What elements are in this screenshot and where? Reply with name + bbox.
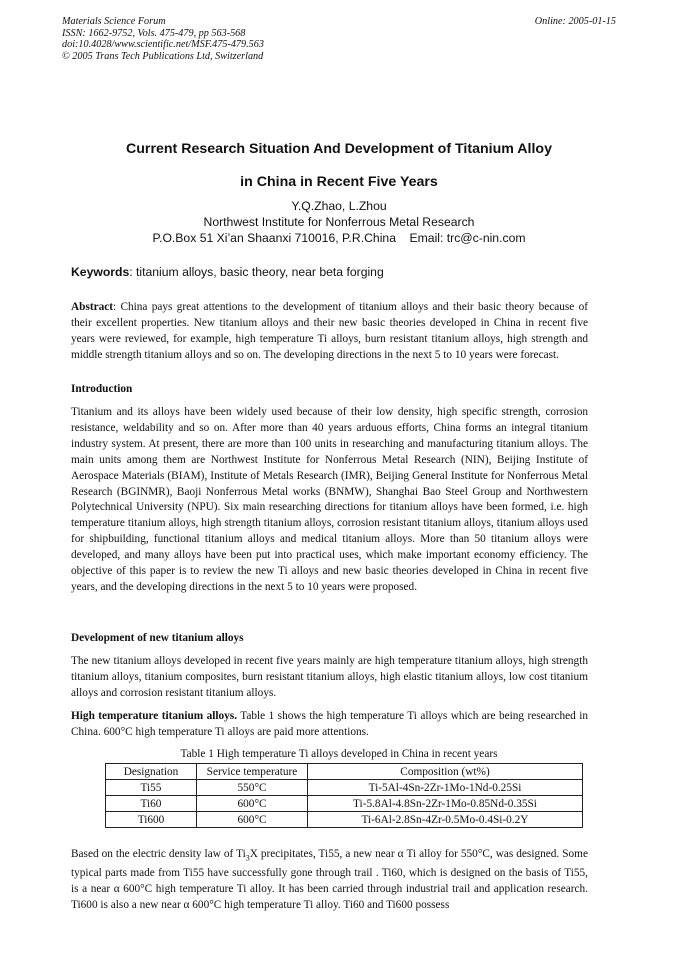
- table-caption: Table 1 High temperature Ti alloys developed in China in recent years: [180, 748, 498, 760]
- closing-paragraph: [71, 847, 588, 914]
- development-heading: Development of new titanium alloys: [71, 632, 244, 644]
- table-row: [106, 812, 583, 828]
- column-header: Service temperature: [197, 764, 308, 780]
- author-block: [0, 198, 678, 246]
- introduction-body: [71, 405, 588, 596]
- keywords-label: Keywords: [71, 265, 130, 279]
- closing-text-part-2: X precipitates, Ti55, a new near α Ti alloy for 550°C, was designed. Some typical parts made from Ti55 have successfully gone through trail . Ti60, which is designed on the basis of Ti55, is a near α 600°C high temperature Ti alloy. It has been carried through industrial trail and application research. Ti600 is also a new near α 600°C high temperature Ti alloy. Ti60 and Ti600 possess: [71, 848, 588, 911]
- table-cell: 600°C: [197, 812, 308, 828]
- introduction-text: Titanium and its alloys have been widely used because of their low density, high specific strength, corrosion resistance, weldability and so on. After more than 40 years arduous efforts, China forms an integral titanium industry system. At present, there are more than 100 units in researching and manufacturing titanium alloys. The main units among them are Northwest Institute for Nonferrous Metal Research (NIN), Beijing Institute of Aerospace Materials (BIAM), Institute of Metals Research (IMR), Beijing General Institute for Nonferrous Metal Research (BGINMR), Baoji Nonferrous Metal works (BNMW), Shanghai Bao Steel Group and Northwestern Polytechnical University (NPU). Six main researching directions for titanium alloys have been formed, i.e. high temperature titanium alloys, high strength titanium alloys, corrosion resistant titanium alloys, titanium alloys used for shipbuilding, functional titanium alloys and medical titanium alloys. More than 50 titanium alloys were developed, and many alloys have been put into practical uses, which make important economy efficiency. The objective of this paper is to review the new Ti alloys and new basic theories developed in China in recent five years, and the developing directions in the next 5 to 10 years were proposed.: [71, 406, 588, 593]
- table-cell: Ti600: [106, 812, 197, 828]
- keywords-text: : titanium alloys, basic theory, near beta forging: [129, 265, 384, 279]
- journal-header: [62, 16, 616, 62]
- table-cell: 550°C: [197, 780, 308, 796]
- column-header: Designation: [106, 764, 197, 780]
- table-cell: Ti55: [106, 780, 197, 796]
- table-row: [106, 780, 583, 796]
- development-body: [71, 654, 588, 702]
- copyright-line: © 2005 Trans Tech Publications Ltd, Switzerland: [62, 50, 264, 62]
- table-cell: 600°C: [197, 796, 308, 812]
- abstract: [71, 300, 588, 364]
- author-affiliation: Northwest Institute for Nonferrous Metal Research: [203, 215, 475, 229]
- high-temperature-paragraph: [71, 709, 588, 741]
- introduction-heading: Introduction: [71, 383, 133, 395]
- paper-title-line-2: in China in Recent Five Years: [240, 174, 438, 190]
- abstract-text: : China pays great attentions to the development of titanium alloys and their basic theory because of their excellent properties. New titanium alloys and their new basic theories developed in China in recent five years were reviewed, for example, high temperature Ti alloys, burn resistant titanium alloys, high strength and middle strength titanium alloys and so on. The developing directions in the next 5 to 10 years were forecast.: [71, 301, 588, 361]
- table-cell: Ti-5Al-4Sn-2Zr-1Mo-1Nd-0.25Si: [308, 780, 583, 796]
- alloy-table: [105, 763, 583, 828]
- subscript: 3: [245, 853, 250, 863]
- paper-title-line-1: Current Research Situation And Development of Titanium Alloy: [126, 141, 552, 157]
- journal-name: Materials Science Forum: [62, 16, 166, 27]
- table-header-row: [106, 764, 583, 780]
- keywords: [71, 265, 384, 279]
- table-row: [106, 796, 583, 812]
- author-address: P.O.Box 51 Xi’an Shaanxi 710016, P.R.China Email: trc@c-nin.com: [152, 231, 526, 245]
- high-temperature-text: Table 1 shows the high temperature Ti alloys which are being researched in China. 600°C high temperature Ti alloys are paid more attentions.: [71, 710, 589, 738]
- online-date: Online: 2005-01-15: [534, 16, 616, 27]
- author-names: Y.Q.Zhao, L.Zhou: [291, 199, 387, 213]
- abstract-label: Abstract: [71, 301, 114, 313]
- development-text: The new titanium alloys developed in recent five years mainly are high temperature titanium alloys, high strength titanium alloys, titanium composites, burn resistant titanium alloys, high elastic titanium alloys, low cost titanium alloys and corrosion resistant titanium alloys.: [71, 655, 588, 699]
- doi-line: doi:10.4028/www.scientific.net/MSF.475-479.563: [62, 39, 264, 51]
- column-header: Composition (wt%): [308, 764, 583, 780]
- table-cell: Ti60: [106, 796, 197, 812]
- issn-line: ISSN: 1662-9752, Vols. 475-479, pp 563-568: [62, 27, 246, 39]
- closing-text-part-1: Based on the electric density law of Ti: [71, 848, 246, 860]
- table-cell: Ti-5.8Al-4.8Sn-2Zr-1Mo-0.85Nd-0.35Si: [308, 796, 583, 812]
- high-temperature-label: High temperature titanium alloys.: [71, 710, 238, 722]
- table-cell: Ti-6Al-2.8Sn-4Zr-0.5Mo-0.4Si-0.2Y: [308, 812, 583, 828]
